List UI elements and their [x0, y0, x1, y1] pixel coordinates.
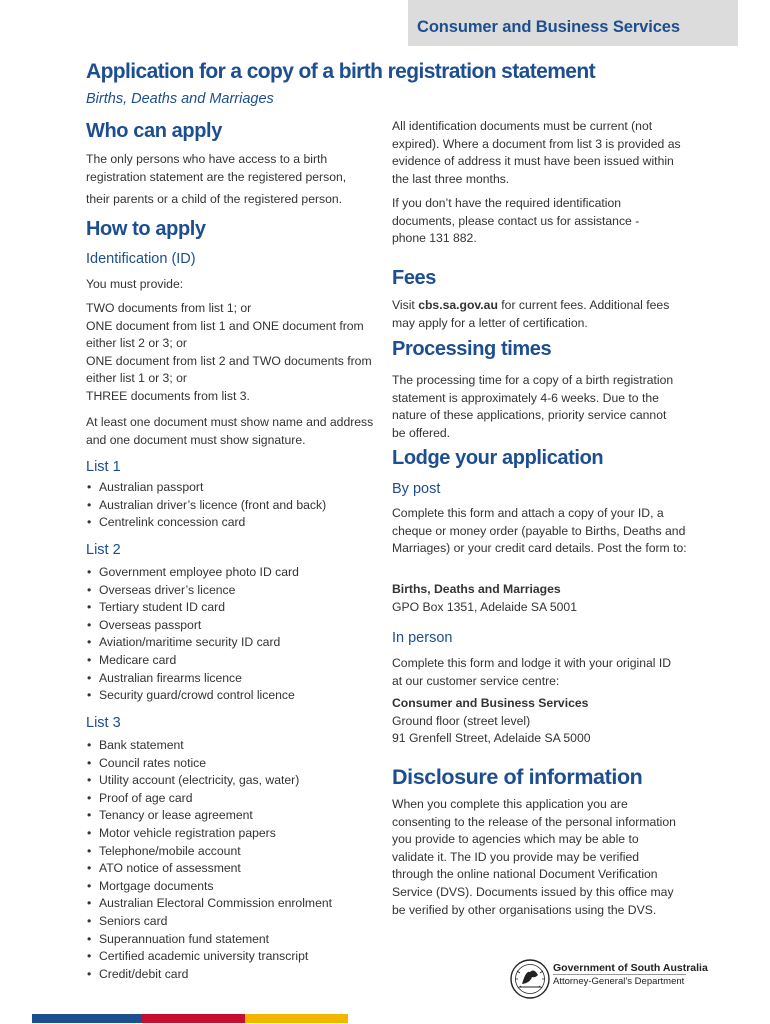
- service-centre-line-1: Ground floor (street level): [392, 713, 531, 728]
- list-1-items: [86, 479, 326, 532]
- fees-text-post: for current fees. Additional fees may apply for a letter of certification.: [392, 298, 670, 330]
- lodge-application-heading: Lodge your application: [392, 447, 604, 469]
- list-item: • Australian driver’s licence (front and back): [86, 497, 326, 515]
- list-item: • Australian firearms licence: [86, 670, 299, 688]
- footer-bar-blue: [32, 1014, 142, 1023]
- list-item: • Seniors card: [86, 913, 332, 931]
- state-badge-icon: [508, 958, 552, 1000]
- page-title: Application for a copy of a birth registration statement: [86, 60, 595, 83]
- list-item: • Utility account (electricity, gas, water): [86, 772, 332, 790]
- list-item: • Australian Electoral Commission enrolment: [86, 895, 332, 913]
- fees-heading: Fees: [392, 267, 436, 289]
- id-current-text: All identification documents must be current (not expired). Where a document from list 3 is provided as evidence of address it must have been issued within the last three months.: [392, 119, 681, 186]
- disclosure-text: When you complete this application you are consenting to the release of the personal information you provide to agencies which may be able to validate it. The ID you provide may be verified through the online national Document Verification Service (DVS). Documents issued by this office may be verified by other organisations using the DVS.: [392, 797, 676, 917]
- list-2-heading: List 2: [86, 542, 121, 558]
- must-provide-text: You must provide:: [86, 277, 184, 291]
- who-can-apply-text-2: their parents or a child of the registered person.: [86, 192, 343, 206]
- header-band-label: Consumer and Business Services: [417, 18, 680, 36]
- logo-government-text: Government of South Australia: [553, 962, 708, 974]
- in-person-heading: In person: [392, 630, 453, 646]
- list-item: • Overseas passport: [86, 617, 299, 635]
- fees-website-link[interactable]: cbs.sa.gov.au: [418, 298, 498, 312]
- header-band: [408, 0, 738, 46]
- list-1-heading: List 1: [86, 459, 121, 475]
- disclosure-heading: Disclosure of information: [392, 765, 643, 789]
- who-can-apply-text-1: The only persons who have access to a birth registration statement are the registered person,: [86, 152, 347, 184]
- postal-address: [392, 581, 577, 616]
- list-item: • Proof of age card: [86, 790, 332, 808]
- list-item: • Centrelink concession card: [86, 514, 326, 532]
- id-option-1: TWO documents from list 1; or: [86, 301, 252, 315]
- list-item: • Bank statement: [86, 737, 332, 755]
- service-centre-name: Consumer and Business Services: [392, 696, 589, 710]
- list-item: • Aviation/maritime security ID card: [86, 634, 299, 652]
- id-option-2: ONE document from list 1 and ONE document from either list 2 or 3; or: [86, 318, 364, 351]
- list-item: • Security guard/crowd control licence: [86, 687, 299, 705]
- list-item: • Australian passport: [86, 479, 326, 497]
- by-post-text: Complete this form and attach a copy of your ID, a cheque or money order (payable to Births, Deaths and Marriages) or your credit card details. Post the form to:: [392, 506, 687, 556]
- list-3-items: [86, 737, 332, 983]
- fees-text-pre: Visit: [392, 298, 419, 312]
- postal-address-name: Births, Deaths and Marriages: [392, 582, 561, 596]
- logo-department-text: Attorney-General’s Department: [553, 976, 685, 987]
- list-item: • Government employee photo ID card: [86, 564, 299, 582]
- list-item: • Tertiary student ID card: [86, 599, 299, 617]
- logo-divider: [553, 974, 686, 975]
- id-options: [86, 300, 376, 406]
- fees-text: [392, 297, 682, 332]
- footer-bar-gold: [245, 1014, 348, 1023]
- in-person-text: Complete this form and lodge it with your original ID at our customer service centre:: [392, 656, 672, 688]
- list-item: • Council rates notice: [86, 755, 332, 773]
- contact-assistance-text: If you don’t have the required identification documents, please contact us for assistance - phone 131 882.: [392, 196, 640, 246]
- list-3-heading: List 3: [86, 715, 121, 731]
- list-item: • Medicare card: [86, 652, 299, 670]
- list-item: • Superannuation fund statement: [86, 931, 332, 949]
- service-centre-line-2: 91 Grenfell Street, Adelaide SA 5000: [392, 731, 591, 746]
- footer-bar-red: [142, 1014, 245, 1023]
- list-item: • Tenancy or lease agreement: [86, 807, 332, 825]
- list-item: • ATO notice of assessment: [86, 860, 332, 878]
- list-2-items: [86, 564, 299, 705]
- list-item: • Credit/debit card: [86, 966, 332, 984]
- by-post-heading: By post: [392, 481, 441, 497]
- who-can-apply-heading: Who can apply: [86, 120, 222, 142]
- postal-address-line: GPO Box 1351, Adelaide SA 5001: [392, 599, 577, 614]
- signature-note: At least one document must show name and address and one document must show signature.: [86, 415, 374, 447]
- list-item: • Telephone/mobile account: [86, 843, 332, 861]
- list-item: • Mortgage documents: [86, 878, 332, 896]
- identification-heading: Identification (ID): [86, 251, 196, 267]
- processing-times-text: The processing time for a copy of a birth registration statement is approximately 4-6 weeks. Due to the nature of these applications, priority service cannot be offered.: [392, 373, 674, 440]
- how-to-apply-heading: How to apply: [86, 218, 206, 240]
- service-centre-address: [392, 695, 591, 748]
- id-option-3: ONE document from list 2 and TWO documents from either list 1 or 3; or: [86, 353, 372, 386]
- page-subtitle: Births, Deaths and Marriages: [86, 91, 274, 107]
- processing-times-heading: Processing times: [392, 338, 552, 360]
- list-item: • Motor vehicle registration papers: [86, 825, 332, 843]
- list-item: • Certified academic university transcript: [86, 948, 332, 966]
- list-item: • Overseas driver’s licence: [86, 582, 299, 600]
- id-option-4: THREE documents from list 3.: [86, 388, 250, 403]
